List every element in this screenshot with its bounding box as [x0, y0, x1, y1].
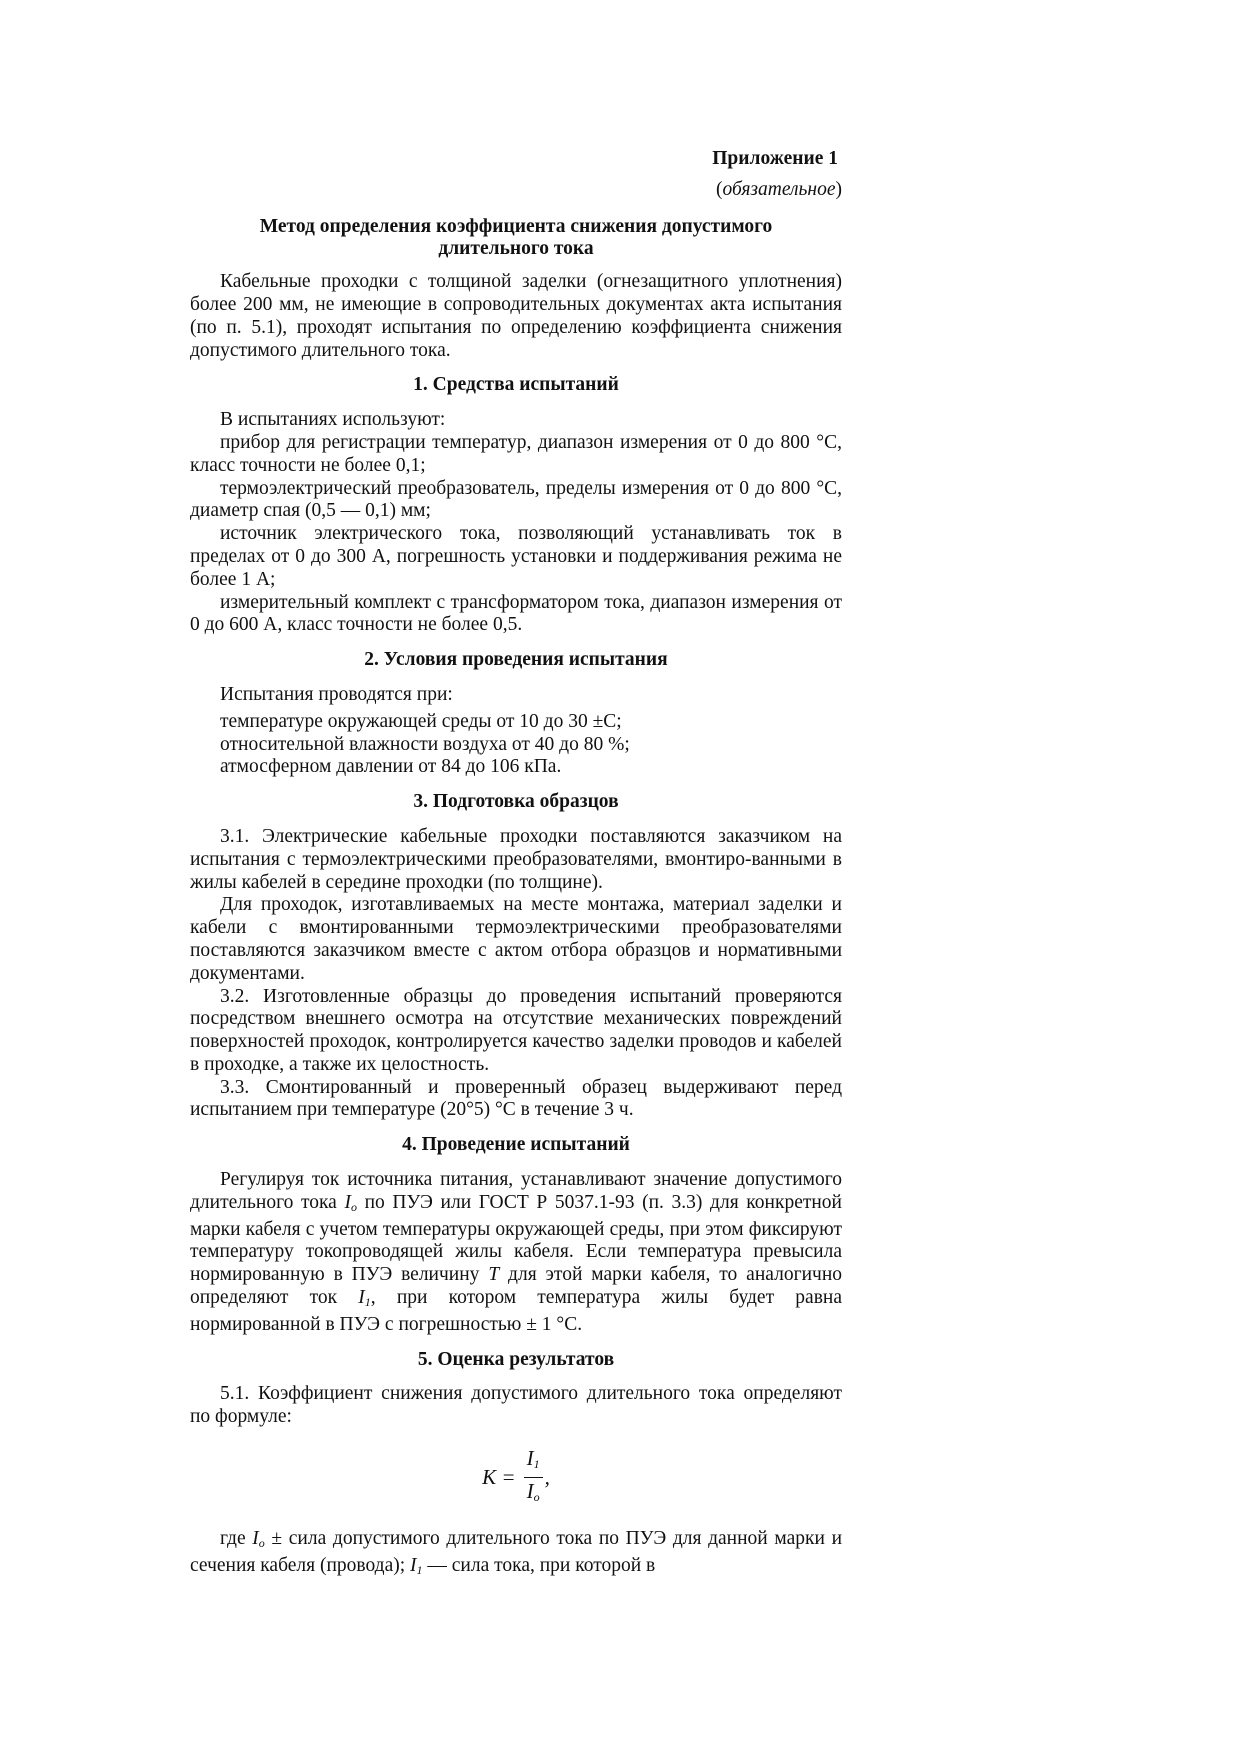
- s2-item: атмосферном давлении от 84 до 106 кПа.: [220, 756, 562, 778]
- appendix-note-text: обязательное: [722, 178, 836, 200]
- s3-item: Для проходок, изготавливаемых на месте монтажа, материал заделки и кабели с вмонтированными термоэлектрическими преобразователями поставляются заказчиком вместе с актом отбора образцов и нормативными документами.: [190, 894, 842, 984]
- s5-paragraph: 5.1. Коэффициент снижения допустимого длительного тока определяют по формуле:: [190, 1383, 842, 1428]
- s3-item: 3.3. Смонтированный и проверенный образец выдерживают перед испытанием при температуре (20°5) °С в течение 3 ч.: [190, 1076, 842, 1121]
- formula-denominator: $I_o$: [526, 1479, 540, 1505]
- s1-item: измерительный комплект с трансформатором тока, диапазон измерения от 0 до 600 А, класс точности не более 0,5.: [190, 591, 842, 636]
- formula-fraction: [524, 1445, 543, 1510]
- section-1-heading: 1. Средства испытаний: [413, 374, 619, 396]
- formula-trail: ,: [544, 1465, 550, 1490]
- s1-item: В испытаниях используют:: [220, 409, 446, 431]
- formula: [190, 1445, 842, 1510]
- s5-paragraph-2: где $I_o$ ± сила допустимого длительного тока по ПУЭ для данной марки и сечения кабеля (провода); $I_1$ — сила тока, при которой в: [190, 1528, 842, 1577]
- intro-paragraph: Кабельные проходки с толщиной заделки (огнезащитного уплотнения) более 200 мм, не имеющие в сопроводительных документах акта испытания (по п. 5.1), проходят испытания по определению коэффициента снижения допустимого длительного тока.: [190, 271, 842, 361]
- section-5-heading: 5. Оценка результатов: [417, 1348, 615, 1370]
- s2-item: Испытания проводятся при:: [220, 683, 453, 705]
- s1-item: источник электрического тока, позволяющий устанавливать ток в пределах от 0 до 300 А, погрешность установки и поддерживания режима не более 1 А;: [190, 523, 842, 590]
- document-page: [190, 148, 842, 1582]
- formula-lhs: K =: [482, 1465, 516, 1490]
- document-title: Метод определения коэффициента снижения допустимого длительного тока: [259, 215, 773, 260]
- section-3-heading: 3. Подготовка образцов: [413, 791, 619, 813]
- s2-item: относительной влажности воздуха от 40 до 80 %;: [220, 733, 630, 755]
- section-2-heading: 2. Условия проведения испытания: [364, 649, 668, 671]
- appendix-label: Приложение 1: [712, 148, 838, 169]
- s2-item: температуре окружающей среды от 10 до 30 ±С;: [220, 710, 622, 732]
- s4-paragraph: Регулируя ток источника питания, устанавливают значение допустимого длительного тока $I_o$ по ПУЭ или ГОСТ Р 5037.1-93 (п. 3.3) для конкретной марки кабеля с учетом температуры окружающей среды, при этом фиксируют температуру токопроводящей жилы кабеля. Если температура превысила нормированную в ПУЭ величину T для этой марки кабеля, то аналогично определяют ток $I_1$, при котором температура жилы будет равна нормированной в ПУЭ с погрешностью ± 1 °С.: [190, 1169, 843, 1335]
- s1-item: прибор для регистрации температур, диапазон измерения от 0 до 800 °С, класс точности не более 0,1;: [190, 431, 842, 476]
- section-4-heading: 4. Проведение испытаний: [402, 1134, 630, 1156]
- s3-item: 3.2. Изготовленные образцы до проведения испытаний проверяются посредством внешнего осмотра на отсутствие механических повреждений поверхностей проходок, контролируется качество заделки проводов и кабелей в проходке, а также их целостность.: [190, 985, 842, 1075]
- appendix-note: (обязательное): [716, 178, 842, 200]
- s1-item: термоэлектрический преобразователь, пределы измерения от 0 до 800 °С, диаметр спая (0,5 — 0,1) мм;: [190, 477, 842, 522]
- s3-item: 3.1. Электрические кабельные проходки поставляются заказчиком на испытания с термоэлектрическими преобразователями, вмонтиро-ванными в жилы кабелей в середине проходки (по толщине).: [190, 825, 842, 893]
- formula-numerator: $I_1$: [524, 1445, 543, 1478]
